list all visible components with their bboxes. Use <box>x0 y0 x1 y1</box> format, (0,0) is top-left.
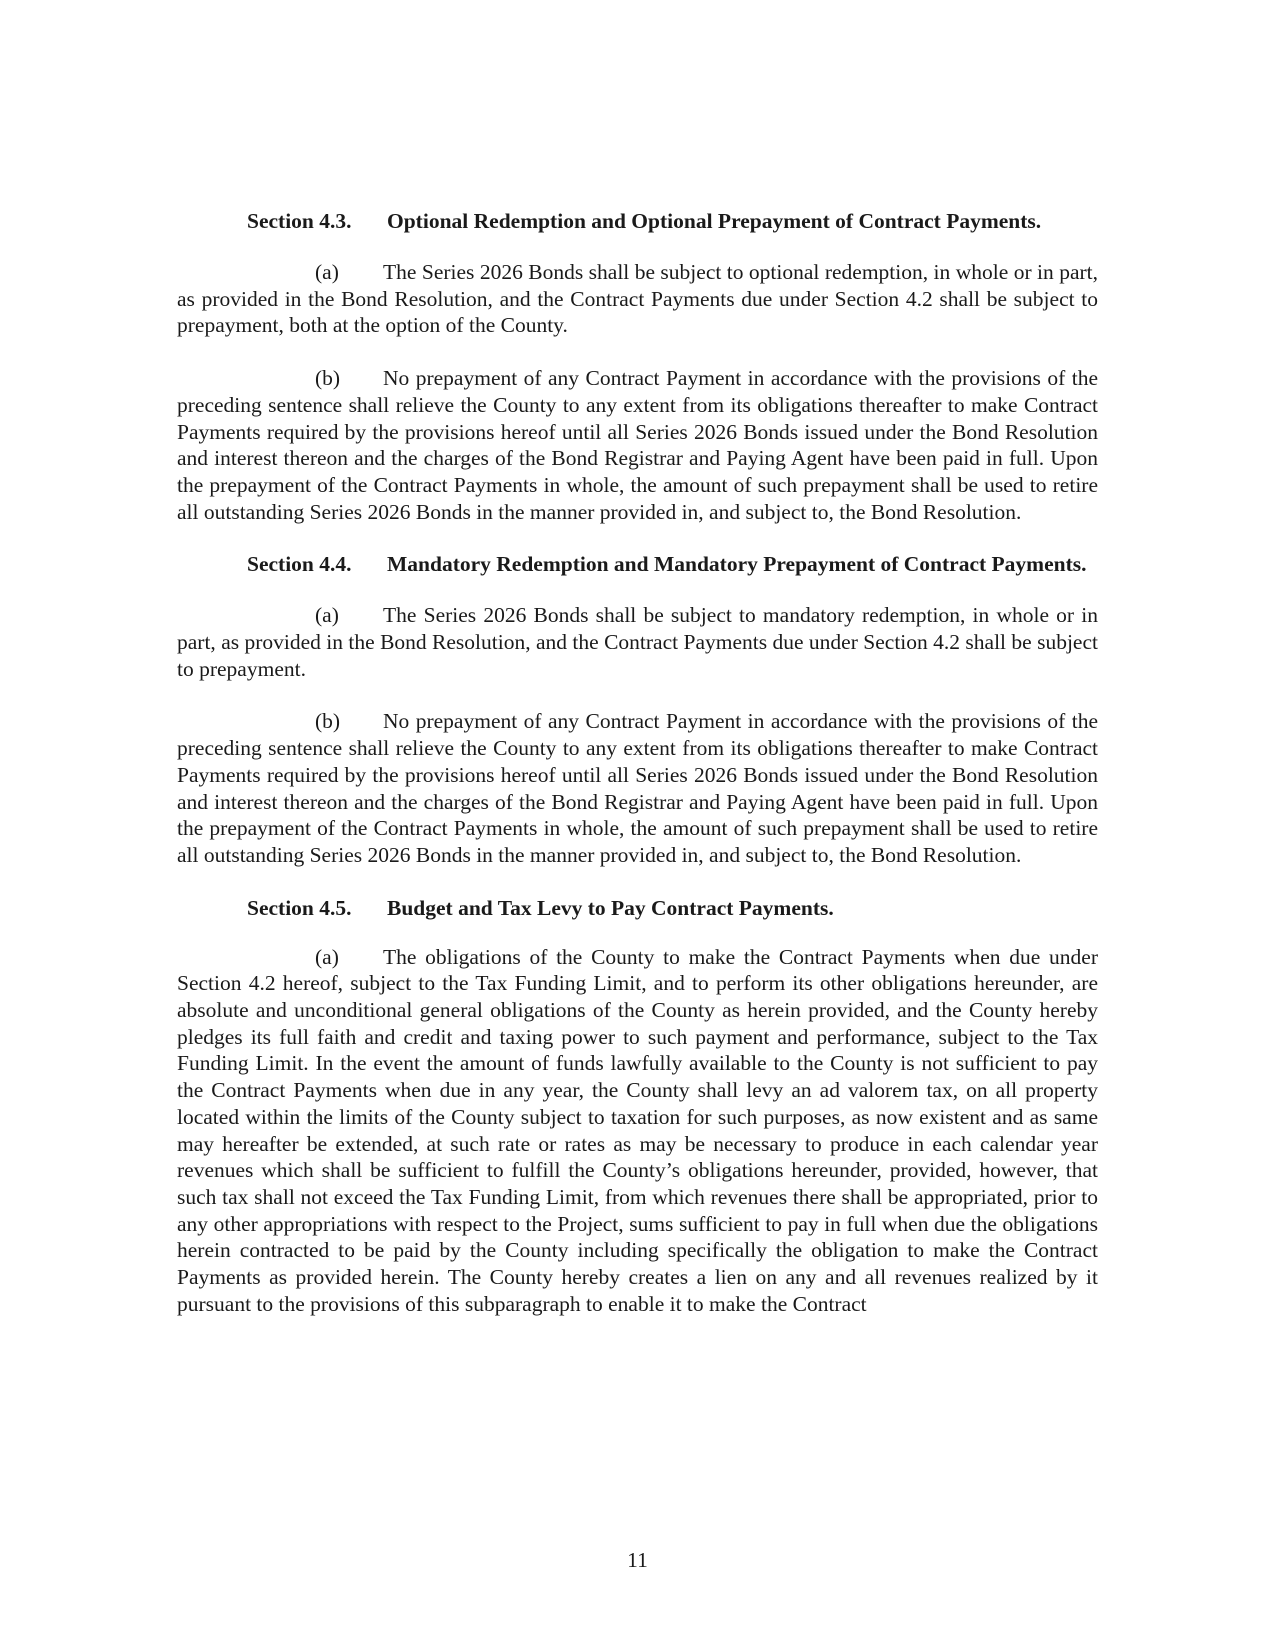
paragraph-label: (b) <box>315 709 341 734</box>
paragraph <box>177 259 1098 339</box>
paragraph-label: (a) <box>315 944 339 969</box>
section-number: Section 4.4. <box>247 552 352 577</box>
section-number: Section 4.3. <box>247 209 352 233</box>
paragraph-text: The Series 2026 Bonds shall be subject to optional redemption, in whole or in part, as provided in the Bond Resolution, and the Contract Payments due under Section 4.2 shall be subject to prepayment, both at the option of the County. <box>177 260 1098 338</box>
section-title: Budget and Tax Levy to Pay Contract Payments. <box>387 895 834 920</box>
section-number: Section 4.5. <box>247 895 352 920</box>
paragraph <box>177 602 1098 682</box>
section-heading <box>177 208 1098 235</box>
section-4-5 <box>177 895 1098 1318</box>
paragraph <box>177 944 1098 1318</box>
paragraph-text: The obligations of the County to make the Contract Payments when due under Section 4.2 hereof, subject to the Tax Funding Limit, and to perform its other obligations hereunder, are absolute and unconditional general obligations of the County as herein provided, and the County hereby pledges its full faith and credit and taxing power to such payment and performance, subject to the Tax Funding Limit. In the event the amount of funds lawfully available to the County is not sufficient to pay the Contract Payments when due in any year, the County shall levy an ad valorem tax, on all property located within the limits of the County subject to taxation for such purposes, as now existent and as same may hereafter be extended, at such rate or rates as may be necessary to produce in each calendar year revenues which shall be sufficient to fulfill the County’s obligations hereunder, provided, however, that such tax shall not exceed the Tax Funding Limit, from which revenues there shall be appropriated, prior to any other appropriations with respect to the Project, sums sufficient to pay in full when due the obligations herein contracted to be paid by the County including specifically the obligation to make the Contract Payments as provided herein. The County hereby creates a lien on any and all revenues realized by it pursuant to the provisions of this subparagraph to enable it to make the Contract <box>177 944 1098 1316</box>
section-title: Mandatory Redemption and Mandatory Prepayment of Contract Payments. <box>387 552 1087 577</box>
section-heading <box>177 895 1098 922</box>
paragraph-text: The Series 2026 Bonds shall be subject to mandatory redemption, in whole or in part, as provided in the Bond Resolution, and the Contract Payments due under Section 4.2 shall be subject to prepayment. <box>177 603 1098 681</box>
document-page <box>177 208 1098 1344</box>
page-number: 11 <box>627 1548 648 1572</box>
paragraph-label: (a) <box>315 260 339 284</box>
paragraph <box>177 365 1098 525</box>
paragraph-label: (a) <box>315 603 339 628</box>
section-title: Optional Redemption and Optional Prepayment of Contract Payments. <box>387 209 1042 233</box>
paragraph-text: No prepayment of any Contract Payment in accordance with the provisions of the preceding sentence shall relieve the County to any extent from its obligations thereafter to make Contract Payments required by the provisions hereof until all Series 2026 Bonds issued under the Bond Resolution and interest thereon and the charges of the Bond Registrar and Paying Agent have been paid in full. Upon the prepayment of the Contract Payments in whole, the amount of such prepayment shall be used to retire all outstanding Series 2026 Bonds in the manner provided in, and subject to, the Bond Resolution. <box>177 366 1098 524</box>
paragraph-label: (b) <box>315 366 341 391</box>
paragraph-text: No prepayment of any Contract Payment in accordance with the provisions of the preceding sentence shall relieve the County to any extent from its obligations thereafter to make Contract Payments required by the provisions hereof until all Series 2026 Bonds issued under the Bond Resolution and interest thereon and the charges of the Bond Registrar and Paying Agent have been paid in full. Upon the prepayment of the Contract Payments in whole, the amount of such prepayment shall be used to retire all outstanding Series 2026 Bonds in the manner provided in, and subject to, the Bond Resolution. <box>177 709 1098 867</box>
section-4-4 <box>177 551 1098 868</box>
section-heading <box>177 551 1098 578</box>
section-4-3 <box>177 208 1098 525</box>
paragraph <box>177 708 1098 868</box>
